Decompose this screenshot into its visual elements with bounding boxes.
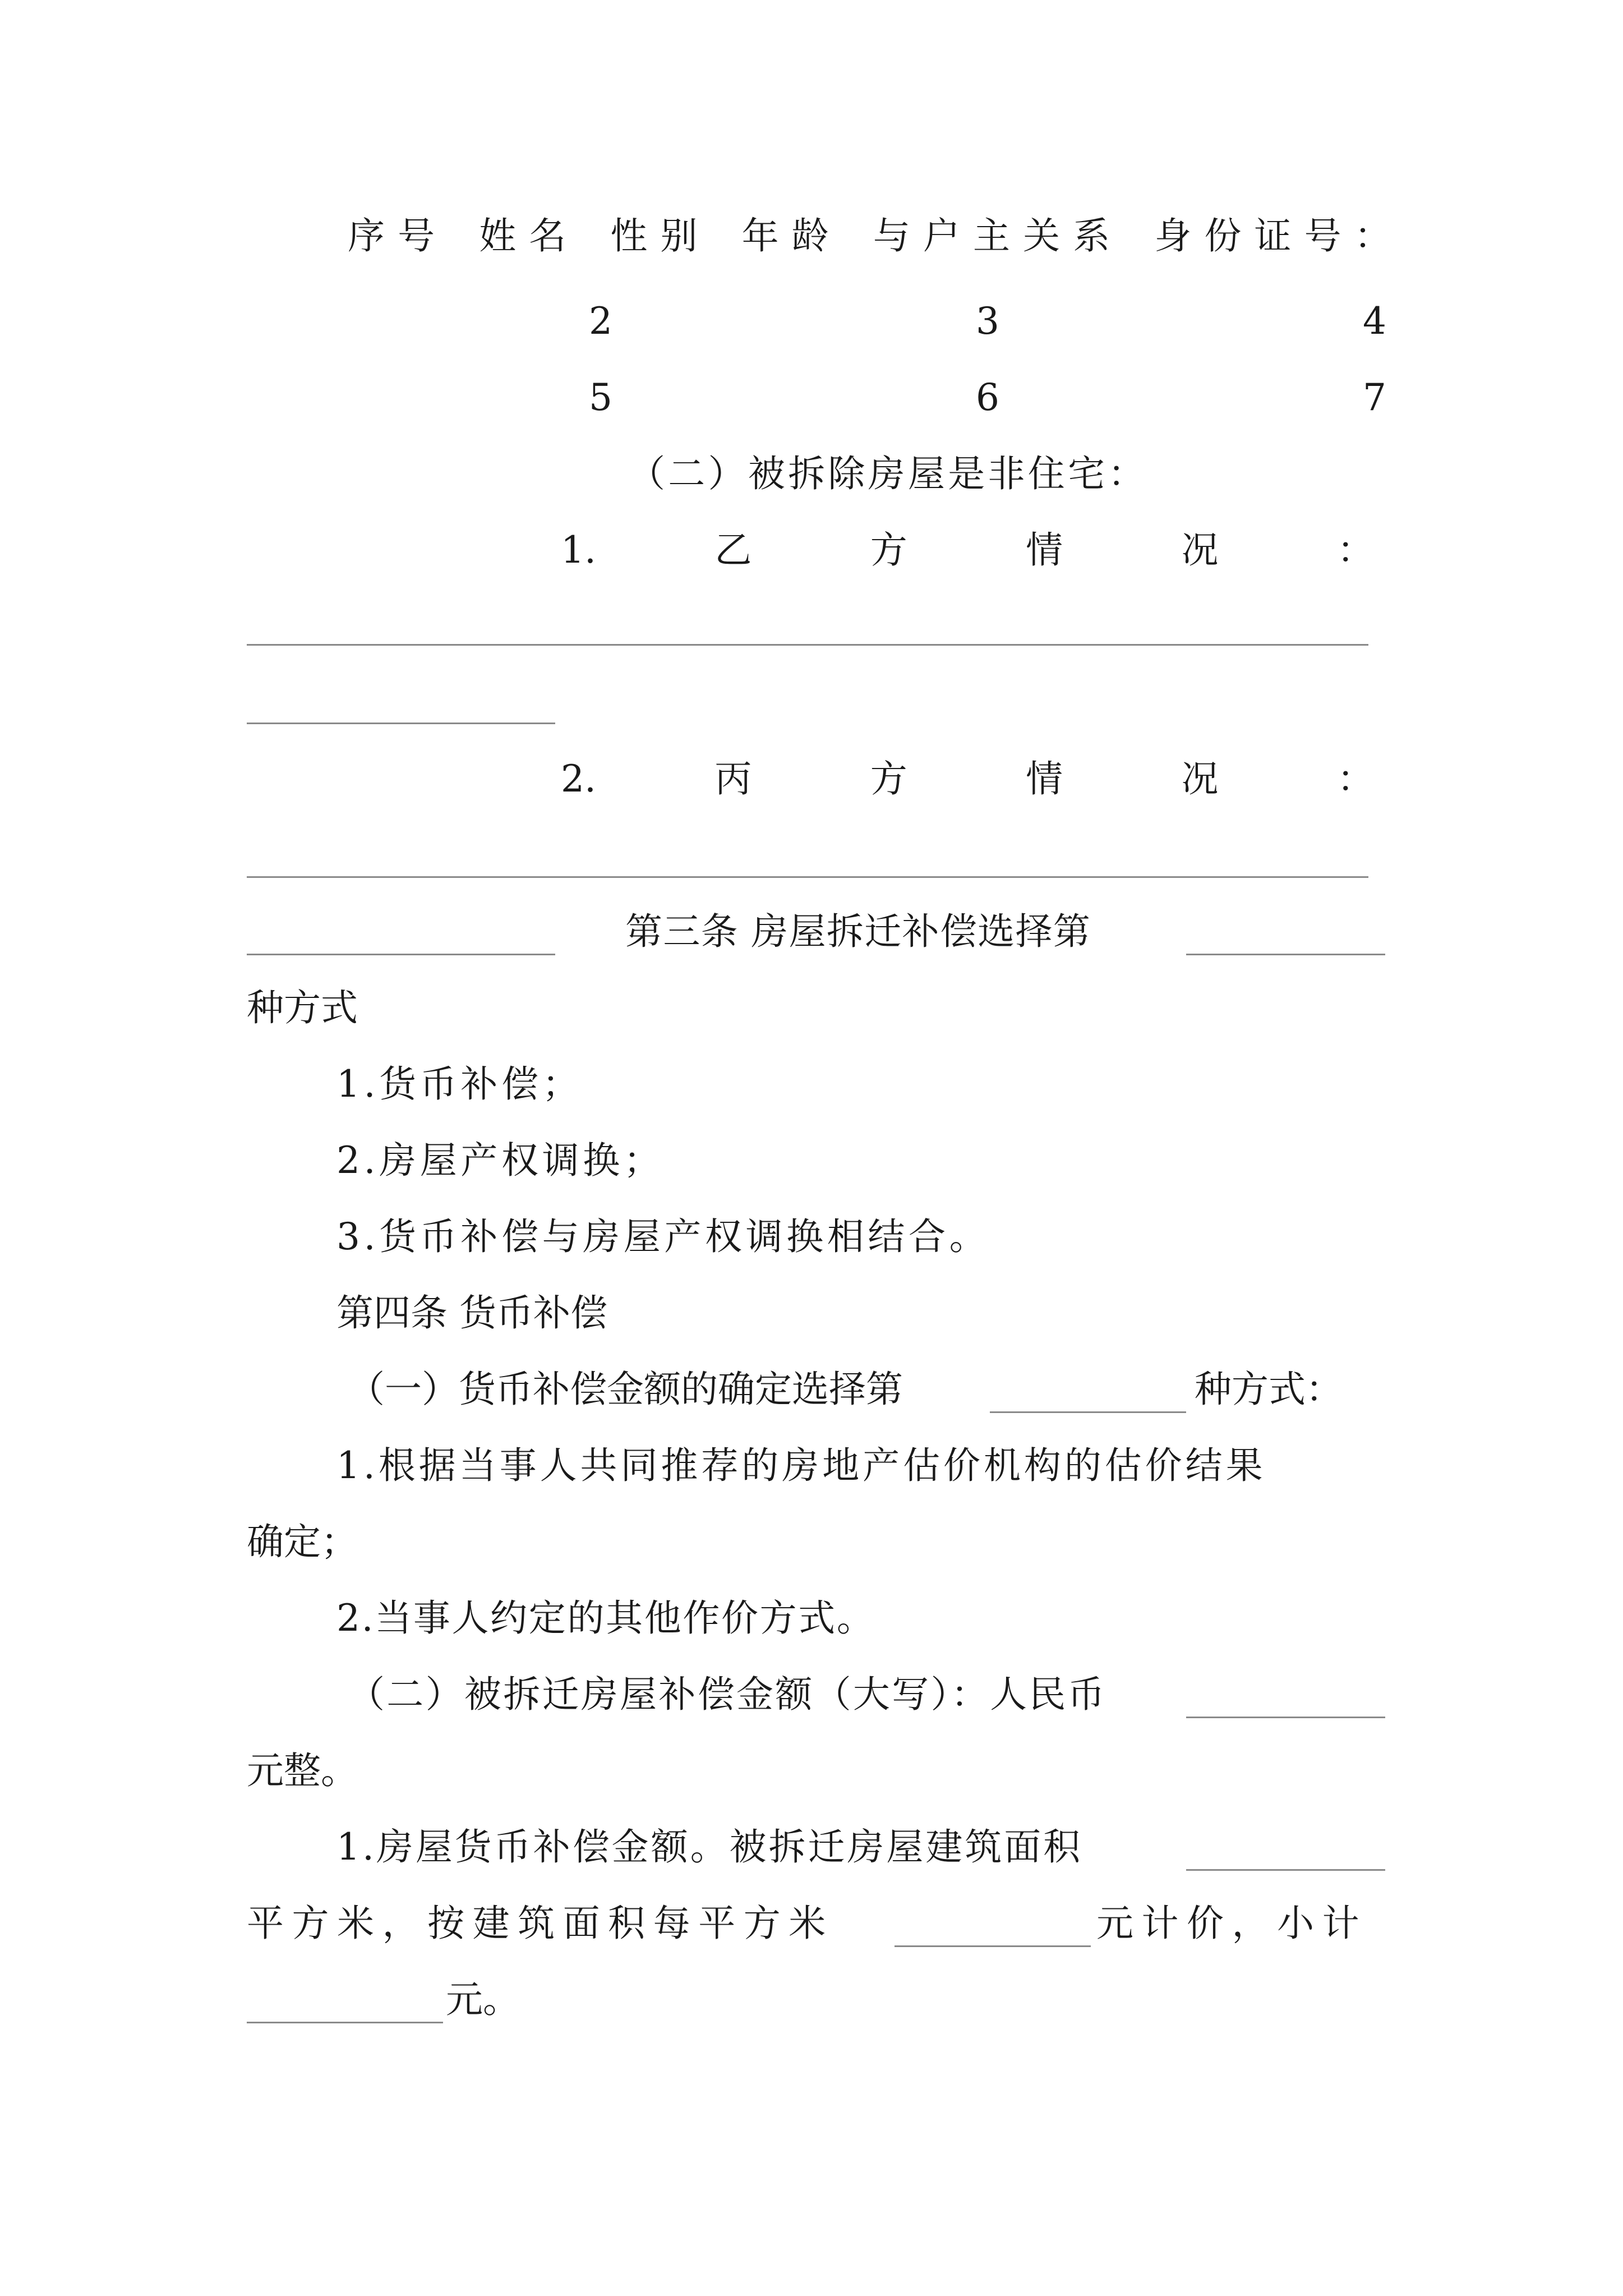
option-cash: 1.货币补偿； <box>336 1062 583 1106</box>
party-b-char-1: 乙 <box>714 528 752 572</box>
party-b-num: 1. <box>561 528 596 572</box>
table-header <box>348 214 1404 257</box>
article3-title: 第三条 房屋拆迁补偿选择第 <box>625 910 1091 953</box>
party-c-blank-1[interactable] <box>247 876 1368 878</box>
clause1-choice-blank[interactable] <box>990 1411 1186 1413</box>
header-col-id: 身份证号： <box>1154 214 1404 257</box>
header-col-index: 序号 <box>348 214 448 257</box>
party-b-char-2: 方 <box>870 528 907 572</box>
clause2-item1-line1: 1.房屋货币补偿金额。被拆迁房屋建筑面积 <box>336 1825 1083 1869</box>
option-combined: 3.货币补偿与房屋产权调换相结合。 <box>336 1215 990 1258</box>
article3-cont: 种方式 <box>247 986 358 1029</box>
clause2-item1-line2b: 元计价，小计 <box>1096 1902 1368 1945</box>
party-b-char-3: 情 <box>1026 528 1063 572</box>
clause1-item2: 2.当事人约定的其他作价方式。 <box>336 1596 875 1640</box>
party-c-char-3: 情 <box>1026 757 1063 800</box>
party-b-line <box>561 528 1374 572</box>
clause2-amount-blank[interactable] <box>1186 1717 1385 1718</box>
clause1-item1-line2: 确定； <box>247 1520 358 1563</box>
clause1-text: （一）货币补偿金额的确定选择第 <box>348 1368 903 1411</box>
party-b-blank-1[interactable] <box>247 644 1368 646</box>
party-b-blank-2[interactable] <box>247 723 555 724</box>
article3-choice-blank[interactable] <box>1186 954 1385 955</box>
row1-num-a: 2 <box>589 300 612 343</box>
clause1-item1-line1: 1.根据当事人共同推荐的房地产估价机构的估价结果 <box>336 1444 1266 1487</box>
clause2-item1-line3: 元。 <box>446 1978 520 2021</box>
party-c-char-1: 丙 <box>714 757 752 800</box>
party-b-char-5: ： <box>1336 528 1374 572</box>
row1-num-b: 3 <box>976 300 999 343</box>
nonresidential-heading: （二）被拆除房屋是非住宅： <box>628 452 1148 495</box>
article4-title: 第四条 货币补偿 <box>336 1291 607 1335</box>
area-blank[interactable] <box>1186 1869 1385 1871</box>
party-c-num: 2. <box>561 757 596 800</box>
party-c-char-4: 况 <box>1181 757 1219 800</box>
row2-num-c: 7 <box>1363 376 1386 419</box>
party-c-char-5: ： <box>1336 757 1374 800</box>
subtotal-blank[interactable] <box>247 2022 443 2023</box>
party-c-line <box>561 757 1374 800</box>
clause1-after: 种方式： <box>1195 1368 1343 1411</box>
clause2-item1-line2a: 平方米，按建筑面积每平方米 <box>247 1902 834 1945</box>
clause2-cont: 元整。 <box>247 1749 358 1792</box>
unit-price-blank[interactable] <box>895 1945 1091 1947</box>
row2-num-a: 5 <box>589 376 612 419</box>
header-col-relation: 与户主关系 <box>873 214 1123 257</box>
clause2-text: （二）被拆迁房屋补偿金额（大写）：人民币 <box>348 1673 1106 1716</box>
header-col-gender: 性别 <box>610 214 711 257</box>
party-c-blank-2[interactable] <box>247 954 555 955</box>
header-col-age: 年龄 <box>741 214 842 257</box>
row1-num-c: 4 <box>1363 300 1386 343</box>
party-c-char-2: 方 <box>870 757 907 800</box>
row2-num-b: 6 <box>976 376 999 419</box>
option-property-swap: 2.房屋产权调换； <box>336 1139 665 1182</box>
party-b-char-4: 况 <box>1181 528 1219 572</box>
header-col-name: 姓名 <box>479 214 579 257</box>
